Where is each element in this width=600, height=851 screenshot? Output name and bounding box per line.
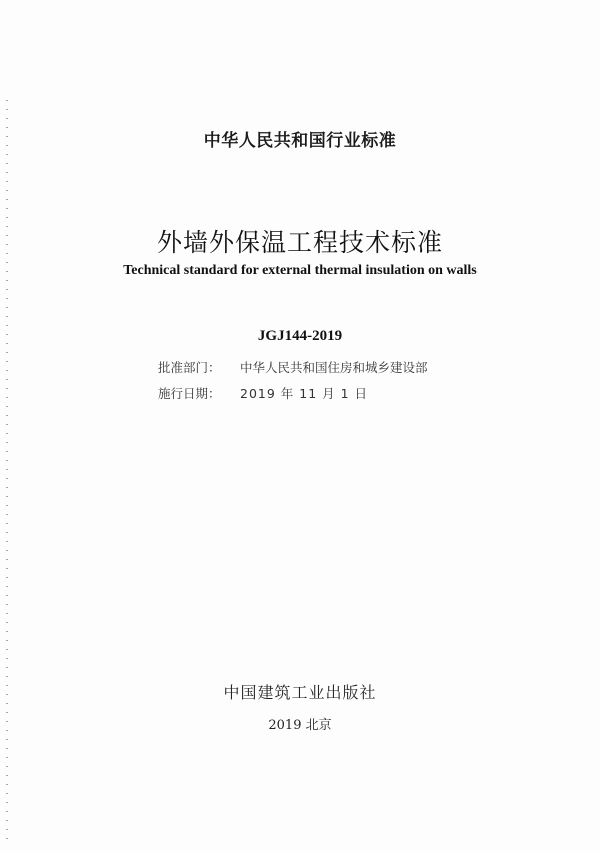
standard-category: 中华人民共和国行业标准 [203, 131, 397, 151]
effective-date-value: 2019 年 11 月 1 日 [240, 386, 369, 401]
publisher-name: 中国建筑工业出版社 [223, 683, 377, 702]
approval-label: 批准部门： [158, 360, 221, 375]
effective-date-row [158, 384, 368, 402]
approval-row [158, 358, 428, 376]
title-english: Technical standard for external thermal insulation on walls [123, 263, 477, 278]
approval-value: 中华人民共和国住房和城乡建设部 [240, 360, 428, 375]
title-chinese: 外墙外保温工程技术标准 [156, 228, 443, 257]
effective-date-label: 施行日期： [158, 386, 221, 401]
publication-year-place: 2019 北京 [268, 718, 332, 733]
standard-code: JGJ144-2019 [257, 328, 343, 344]
